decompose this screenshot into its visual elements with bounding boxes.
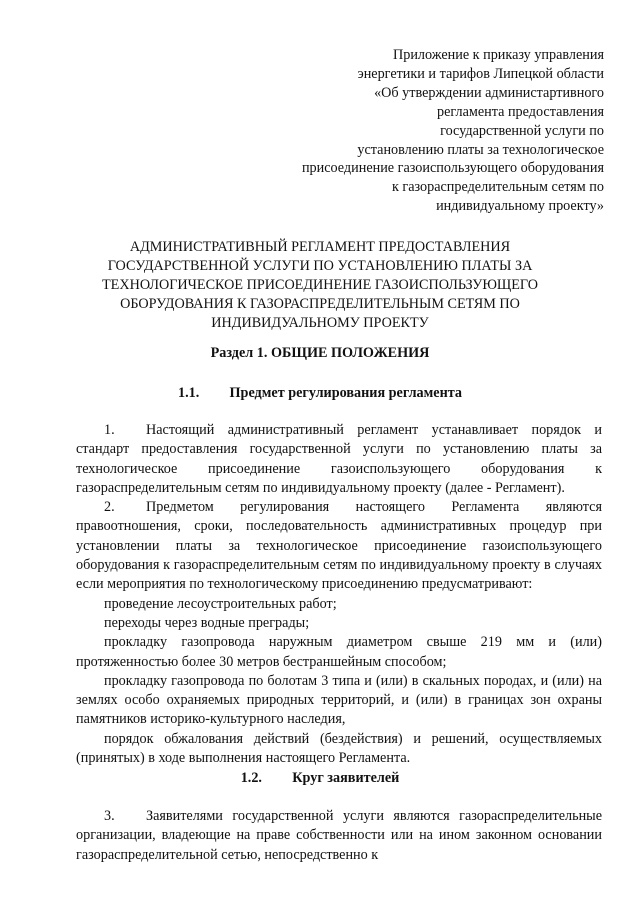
list-item: проведение лесоустроительных работ; [104, 595, 337, 612]
subsection-title: Предмет регулирования регламента [229, 385, 463, 401]
paragraph [76, 807, 602, 865]
title-line: ОБОРУДОВАНИЯ К ГАЗОРАСПРЕДЕЛИТЕЛЬНЫМ СЕТЯМ ПО [120, 296, 520, 312]
document-title [90, 238, 550, 333]
appendix-line: «Об утверждении администартивного [374, 84, 604, 101]
paragraph-text: Настоящий административный регламент устанавливает порядок и стандарт предоставления государственной услуги по установлению платы за технологическое присоединение газоиспользующего оборудования к газораспределительным сетям по индивидуальному проекту (далее - Регламент). [76, 422, 602, 496]
list-item: прокладку газопровода по болотам 3 типа и (или) в скальных породах, и (или) на землях особо охраняемых природных территорий, и (или) в границах зон охраны памятников историко-культурного наследия, [76, 672, 602, 728]
appendix-line: энергетики и тарифов Липецкой области [357, 65, 604, 82]
subsection-number: 1.1. [177, 385, 200, 401]
appendix-line: к газораспределительным сетям по [391, 179, 604, 196]
appendix-line: Приложение к приказу управления [392, 47, 604, 63]
paragraph-number: 2. [104, 499, 115, 516]
paragraph [76, 498, 602, 594]
list-item: прокладку газопровода наружным диаметром свыше 219 мм и (или) протяженностью более 30 метров бестраншейным способом; [76, 634, 602, 670]
title-line: ГОСУДАРСТВЕННОЙ УСЛУГИ ПО УСТАНОВЛЕНИЮ ПЛАТЫ ЗА [107, 258, 533, 274]
list-item: порядок обжалования действий (бездействия) и решений, осуществляемых (принятых) в ходе выполнения настоящего Регламента. [76, 730, 602, 767]
subsection-title: Круг заявителей [292, 770, 400, 786]
body-text-block-1 [76, 421, 602, 768]
title-line: ИНДИВИДУАЛЬНОМУ ПРОЕКТУ [211, 315, 429, 331]
paragraph-text: Предметом регулирования настоящего Регламента являются правоотношения, сроки, последовательность административных процедур при установлении платы за технологическое присоединение газоиспользующего оборудования к газораспределительным сетям по индивидуальному проекту в случаях если мероприятия по технологическому присоединению предусматривают: [76, 499, 602, 593]
subsection-heading [0, 770, 640, 787]
section-heading: Раздел 1. ОБЩИЕ ПОЛОЖЕНИЯ [210, 345, 430, 361]
list-item: переходы через водные преграды; [104, 614, 310, 631]
subsection-number: 1.2. [240, 770, 262, 786]
title-line: АДМИНИСТРАТИВНЫЙ РЕГЛАМЕНТ ПРЕДОСТАВЛЕНИЯ [129, 239, 511, 255]
paragraph-number: 1. [104, 422, 115, 438]
appendix-line: регламента предоставления [437, 103, 604, 120]
body-text-block-2 [76, 807, 602, 865]
paragraph [76, 421, 602, 498]
appendix-line: государственной услуги по [440, 122, 604, 139]
appendix-line: индивидуальному проекту» [436, 198, 604, 215]
paragraph-number: 3. [104, 808, 115, 824]
paragraph-text: Заявителями государственной услуги являются газораспределительные организации, владеющие на праве собственности или на ином законном основании газораспределительной сетью, непосредственно к [76, 808, 602, 863]
appendix-note [274, 46, 604, 216]
subsection-heading [0, 385, 640, 402]
appendix-line: присоединение газоиспользующего оборудования [301, 160, 604, 177]
title-line: ТЕХНОЛОГИЧЕСКОЕ ПРИСОЕДИНЕНИЕ ГАЗОИСПОЛЬЗУЮЩЕГО [102, 277, 538, 293]
appendix-line: установлению платы за технологическое [357, 141, 604, 158]
